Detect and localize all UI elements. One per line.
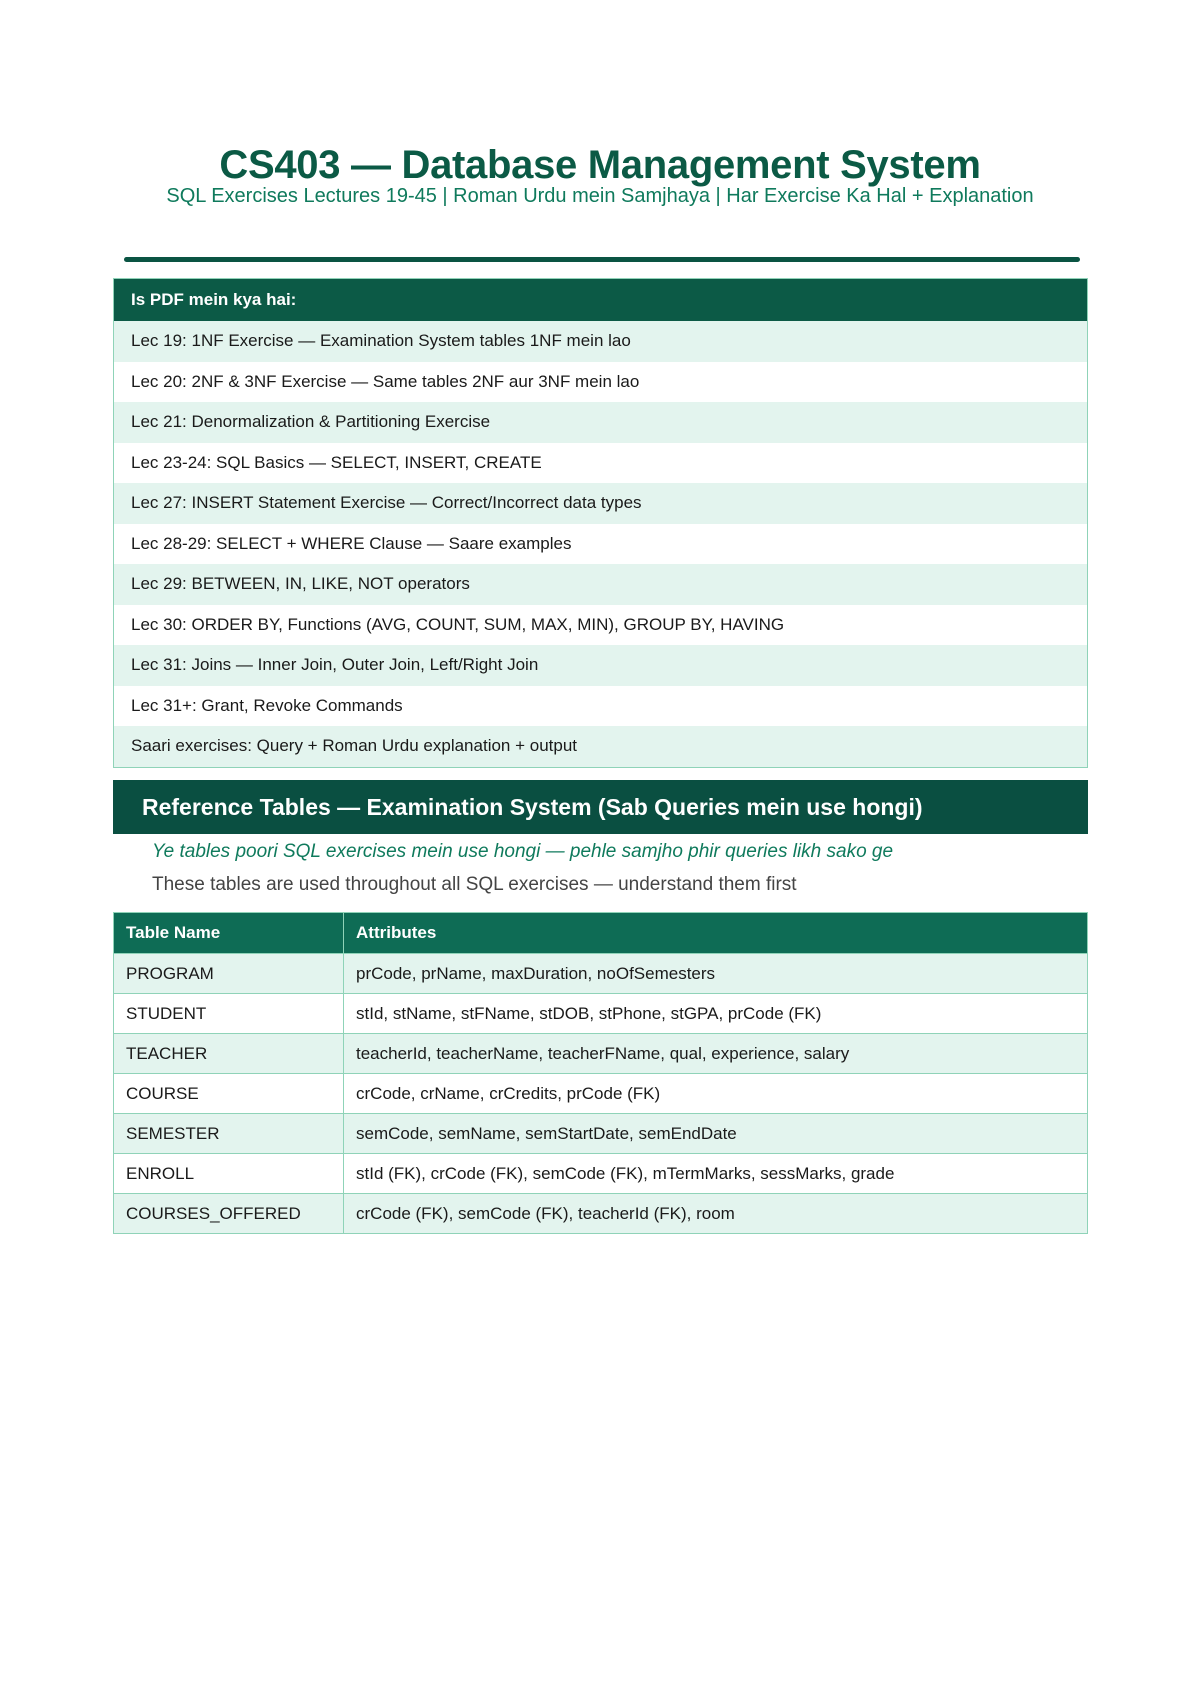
table-header-row [114, 913, 1088, 954]
section-heading: Reference Tables — Examination System (Sab Queries mein use hongi) [113, 780, 1088, 834]
table-name-cell: COURSE [114, 1074, 344, 1114]
attributes-cell: teacherId, teacherName, teacherFName, qual, experience, salary [344, 1034, 1088, 1074]
column-header-attributes: Attributes [344, 913, 1088, 954]
attributes-cell: stId, stName, stFName, stDOB, stPhone, stGPA, prCode (FK) [344, 994, 1088, 1034]
contents-item: Lec 29: BETWEEN, IN, LIKE, NOT operators [114, 564, 1087, 605]
table-row [114, 1074, 1088, 1114]
table-row [114, 1114, 1088, 1154]
table-row [114, 954, 1088, 994]
contents-item: Lec 31+: Grant, Revoke Commands [114, 686, 1087, 727]
contents-item: Lec 27: INSERT Statement Exercise — Correct/Incorrect data types [114, 483, 1087, 524]
table-row [114, 994, 1088, 1034]
attributes-cell: crCode, crName, crCredits, prCode (FK) [344, 1074, 1088, 1114]
table-row [114, 1194, 1088, 1234]
table-name-cell: STUDENT [114, 994, 344, 1034]
column-header-table-name: Table Name [114, 913, 344, 954]
table-name-cell: TEACHER [114, 1034, 344, 1074]
contents-box [113, 278, 1088, 768]
section-note-roman-urdu: Ye tables poori SQL exercises mein use hongi — pehle samjho phir queries likh sako ge [152, 841, 894, 862]
attributes-cell: crCode (FK), semCode (FK), teacherId (FK), room [344, 1194, 1088, 1234]
page-subtitle: SQL Exercises Lectures 19-45 | Roman Urdu mein Samjhaya | Har Exercise Ka Hal + Explanation [166, 185, 1034, 207]
table-name-cell: ENROLL [114, 1154, 344, 1194]
table-row [114, 1034, 1088, 1074]
attributes-cell: semCode, semName, semStartDate, semEndDate [344, 1114, 1088, 1154]
contents-item: Lec 19: 1NF Exercise — Examination System tables 1NF mein lao [114, 321, 1087, 362]
table-row [114, 1154, 1088, 1194]
table-name-cell: SEMESTER [114, 1114, 344, 1154]
contents-item: Lec 21: Denormalization & Partitioning Exercise [114, 402, 1087, 443]
contents-item: Saari exercises: Query + Roman Urdu explanation + output [114, 726, 1087, 767]
contents-item: Lec 30: ORDER BY, Functions (AVG, COUNT, SUM, MAX, MIN), GROUP BY, HAVING [114, 605, 1087, 646]
section-note-english: These tables are used throughout all SQL exercises — understand them first [152, 874, 797, 895]
table-name-cell: PROGRAM [114, 954, 344, 994]
contents-item: Lec 31: Joins — Inner Join, Outer Join, Left/Right Join [114, 645, 1087, 686]
contents-item: Lec 20: 2NF & 3NF Exercise — Same tables 2NF aur 3NF mein lao [114, 362, 1087, 403]
table-name-cell: COURSES_OFFERED [114, 1194, 344, 1234]
attributes-cell: prCode, prName, maxDuration, noOfSemesters [344, 954, 1088, 994]
page-title: CS403 — Database Management System [219, 143, 981, 187]
reference-table [113, 912, 1088, 1234]
attributes-cell: stId (FK), crCode (FK), semCode (FK), mTermMarks, sessMarks, grade [344, 1154, 1088, 1194]
contents-heading: Is PDF mein kya hai: [114, 279, 1087, 321]
header-divider [124, 257, 1080, 262]
contents-item: Lec 28-29: SELECT + WHERE Clause — Saare examples [114, 524, 1087, 565]
contents-item: Lec 23-24: SQL Basics — SELECT, INSERT, CREATE [114, 443, 1087, 484]
